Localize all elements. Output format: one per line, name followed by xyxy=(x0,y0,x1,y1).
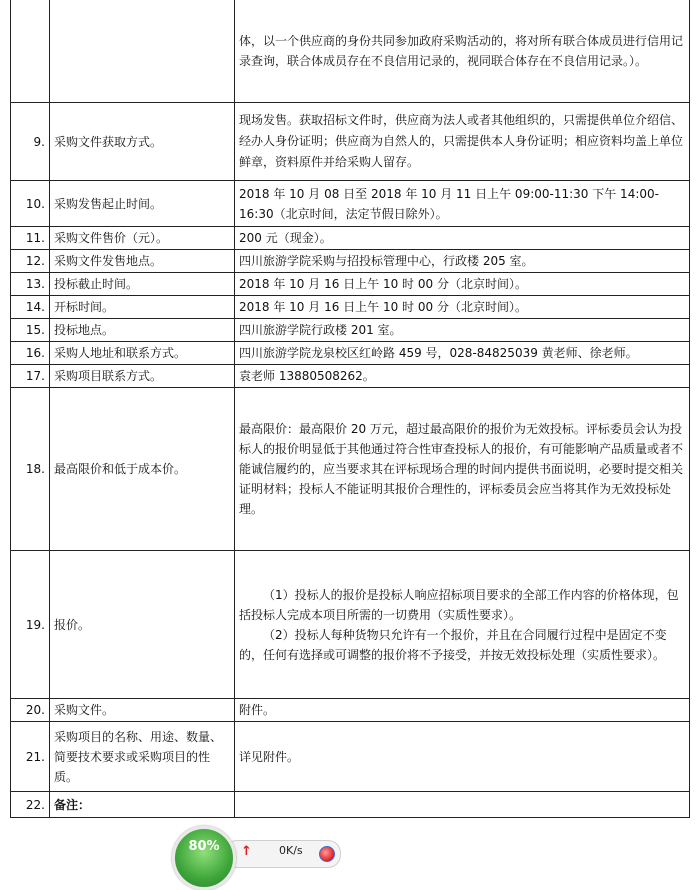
item-label: 采购发售起止时间。 xyxy=(50,181,235,227)
item-label: 采购人地址和联系方式。 xyxy=(50,342,235,365)
item-label: 开标时间。 xyxy=(50,296,235,319)
row-number: 16. xyxy=(11,342,50,365)
status-dot-icon xyxy=(319,846,335,862)
item-label: 最高限价和低于成本价。 xyxy=(50,388,235,551)
row-number: 20. xyxy=(11,699,50,722)
row-number: 9. xyxy=(11,103,50,181)
table-row xyxy=(11,792,690,818)
item-content: 2018 年 10 月 08 日至 2018 年 10 月 11 日上午 09:00-11:30 下午 14:00-16:30（北京时间，法定节假日除外）。 xyxy=(235,181,690,227)
row-number: 10. xyxy=(11,181,50,227)
row-number: 22. xyxy=(11,792,50,818)
row-number: 19. xyxy=(11,551,50,699)
item-label: 备注： xyxy=(50,792,235,818)
row-number: 21. xyxy=(11,722,50,792)
item-label: 采购项目联系方式。 xyxy=(50,365,235,388)
upload-arrow-icon: ↑ xyxy=(241,844,252,859)
item-label: 采购项目的名称、用途、数量、简要技术要求或采购项目的性质。 xyxy=(50,722,235,792)
table-row xyxy=(11,103,690,181)
table-row xyxy=(11,342,690,365)
row-number: 13. xyxy=(11,273,50,296)
item-label: 投标地点。 xyxy=(50,319,235,342)
item-content xyxy=(235,551,690,699)
item-content: 最高限价：最高限价 20 万元，超过最高限价的报价为无效投标。评标委员会认为投标人的报价明显低于其他通过符合性审查投标人的报价，有可能影响产品质量或者不能诚信履约的，应当要求其在评标现场合理的时间内提供书面说明，必要时提交相关证明材料；投标人不能证明其报价合理性的，评标委员会应当将其作为无效投标处理。 xyxy=(235,388,690,551)
row-number xyxy=(11,0,50,103)
row-number: 12. xyxy=(11,250,50,273)
item-label: 采购文件售价（元）。 xyxy=(50,227,235,250)
table-row xyxy=(11,388,690,551)
table-row xyxy=(11,296,690,319)
row-number: 11. xyxy=(11,227,50,250)
item-content: 2018 年 10 月 16 日上午 10 时 00 分（北京时间）。 xyxy=(235,296,690,319)
item-label: 采购文件发售地点。 xyxy=(50,250,235,273)
table-row xyxy=(11,273,690,296)
row-number: 17. xyxy=(11,365,50,388)
row-number: 18. xyxy=(11,388,50,551)
price-paragraph-2: （2）投标人每种货物只允许有一个报价，并且在合同履行过程中是固定不变的，任何有选择或可调整的报价将不予接受，并按无效投标处理（实质性要求）。 xyxy=(239,627,667,662)
item-content: 2018 年 10 月 16 日上午 10 时 00 分（北京时间）。 xyxy=(235,273,690,296)
item-content: 四川旅游学院龙泉校区红岭路 459 号，028-84825039 黄老师、徐老师。 xyxy=(235,342,690,365)
item-content: 附件。 xyxy=(235,699,690,722)
speed-value: 0K/s xyxy=(279,844,303,857)
table-row xyxy=(11,319,690,342)
procurement-table xyxy=(10,0,690,818)
item-content: 四川旅游学院采购与招投标管理中心，行政楼 205 室。 xyxy=(235,250,690,273)
table-row xyxy=(11,0,690,103)
item-label xyxy=(50,0,235,103)
item-content: 现场发售。获取招标文件时，供应商为法人或者其他组织的，只需提供单位介绍信、经办人身份证明；供应商为自然人的，只需提供本人身份证明；相应资料均盖上单位鲜章，资料原件并给采购人留存。 xyxy=(235,103,690,181)
item-label: 采购文件。 xyxy=(50,699,235,722)
item-content: 详见附件。 xyxy=(235,722,690,792)
table-row xyxy=(11,227,690,250)
item-content: 体，以一个供应商的身份共同参加政府采购活动的，将对所有联合体成员进行信用记录查询，联合体成员存在不良信用记录的，视同联合体存在不良信用记录。）。 xyxy=(235,0,690,103)
row-number: 14. xyxy=(11,296,50,319)
table-row xyxy=(11,250,690,273)
item-content: 袁老师 13880508262。 xyxy=(235,365,690,388)
item-label: 采购文件获取方式。 xyxy=(50,103,235,181)
table-row xyxy=(11,181,690,227)
network-speed-widget[interactable] xyxy=(172,826,342,866)
item-content: 200 元（现金）。 xyxy=(235,227,690,250)
item-content xyxy=(235,792,690,818)
price-paragraph-1: （1）投标人的报价是投标人响应招标项目要求的全部工作内容的价格体现，包括投标人完成本项目所需的一切费用（实质性要求）。 xyxy=(239,587,679,622)
table-row xyxy=(11,699,690,722)
item-label: 报价。 xyxy=(50,551,235,699)
item-label: 投标截止时间。 xyxy=(50,273,235,296)
table-row xyxy=(11,722,690,792)
table-row xyxy=(11,365,690,388)
item-content: 四川旅游学院行政楼 201 室。 xyxy=(235,319,690,342)
speed-panel xyxy=(224,840,341,868)
usage-percent-badge[interactable]: 80% xyxy=(172,826,236,890)
table-row xyxy=(11,551,690,699)
row-number: 15. xyxy=(11,319,50,342)
